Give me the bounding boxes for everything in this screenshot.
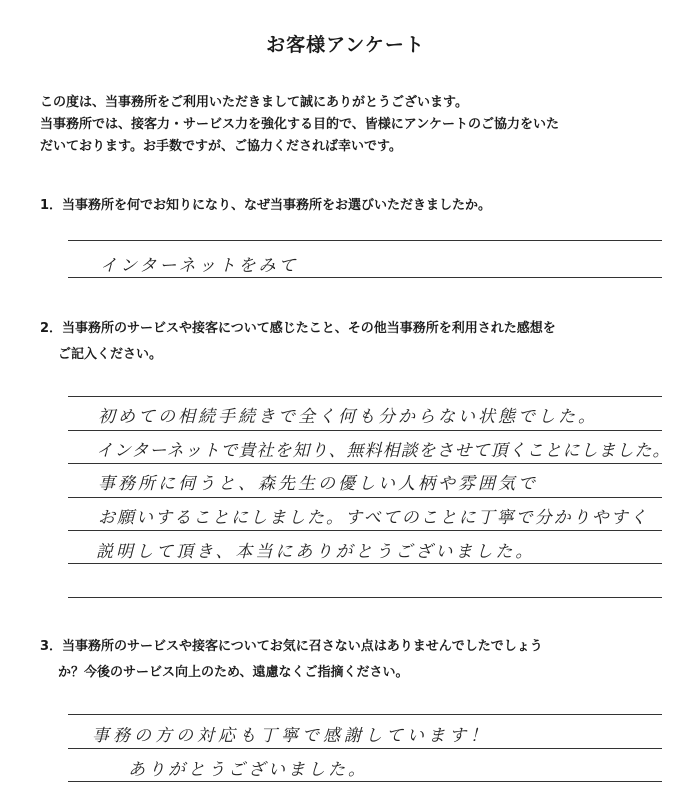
answer-line [68,277,662,278]
handwritten-answer-2: お願いすることにしました。すべてのことに丁寧で分かりやすく [98,508,649,528]
intro-line: 当事務所では、接客力・サービス力を強化する目的で、皆様にアンケートのご協力をいた [40,117,559,132]
handwritten-answer-3: 事務の方の対応も丁寧で感謝しています！ [92,726,491,746]
answer-line [68,530,662,531]
intro-text [40,92,680,158]
question-2-line: 2．当事務所のサービスや接客について感じたこと、その他当事務所を利用された感想を [40,321,556,336]
answer-line [68,497,662,498]
handwritten-answer-3: ありがとうございました。 [128,760,368,780]
answer-line [68,748,662,749]
question-1 [40,193,685,219]
answer-line [68,781,662,782]
question-2 [40,316,685,368]
handwritten-answer-2: インターネットで貴社を知り、無料相談をさせて頂くことにしました。 [96,441,671,461]
handwritten-answer-2: 初めての相続手続きで全く何も分からない状態でした。 [98,407,598,427]
answer-line [68,563,662,564]
question-2-line: ご記入ください。 [58,347,163,362]
answer-line [68,396,662,397]
answer-line [68,463,662,464]
intro-line: だいております。お手数ですが、ご協力くだされば幸いです。 [40,139,402,154]
question-3 [40,634,685,686]
handwritten-answer-2: 説明して頂き、本当にありがとうございました。 [96,542,536,562]
question-1-text: 1．当事務所を何でお知りになり、なぜ当事務所をお選びいただきましたか。 [40,198,492,213]
handwritten-answer-2: 事務所に伺うと、森先生の優しい人柄や雰囲気で [98,474,538,494]
handwritten-answer-1: インターネットをみて [100,256,299,276]
answer-line [68,597,662,598]
page-title: お客様アンケート [266,34,425,56]
answer-line [68,430,662,431]
answer-line [68,714,662,715]
question-3-line: 3．当事務所のサービスや接客についてお気に召さない点はありませんでしたでしょう [40,639,543,654]
answer-line [68,240,662,241]
question-3-line: か？今後のサービス向上のため、遠慮なくご指摘ください。 [58,665,409,680]
intro-line: この度は、当事務所をご利用いただきまして誠にありがとうございます。 [40,95,468,110]
